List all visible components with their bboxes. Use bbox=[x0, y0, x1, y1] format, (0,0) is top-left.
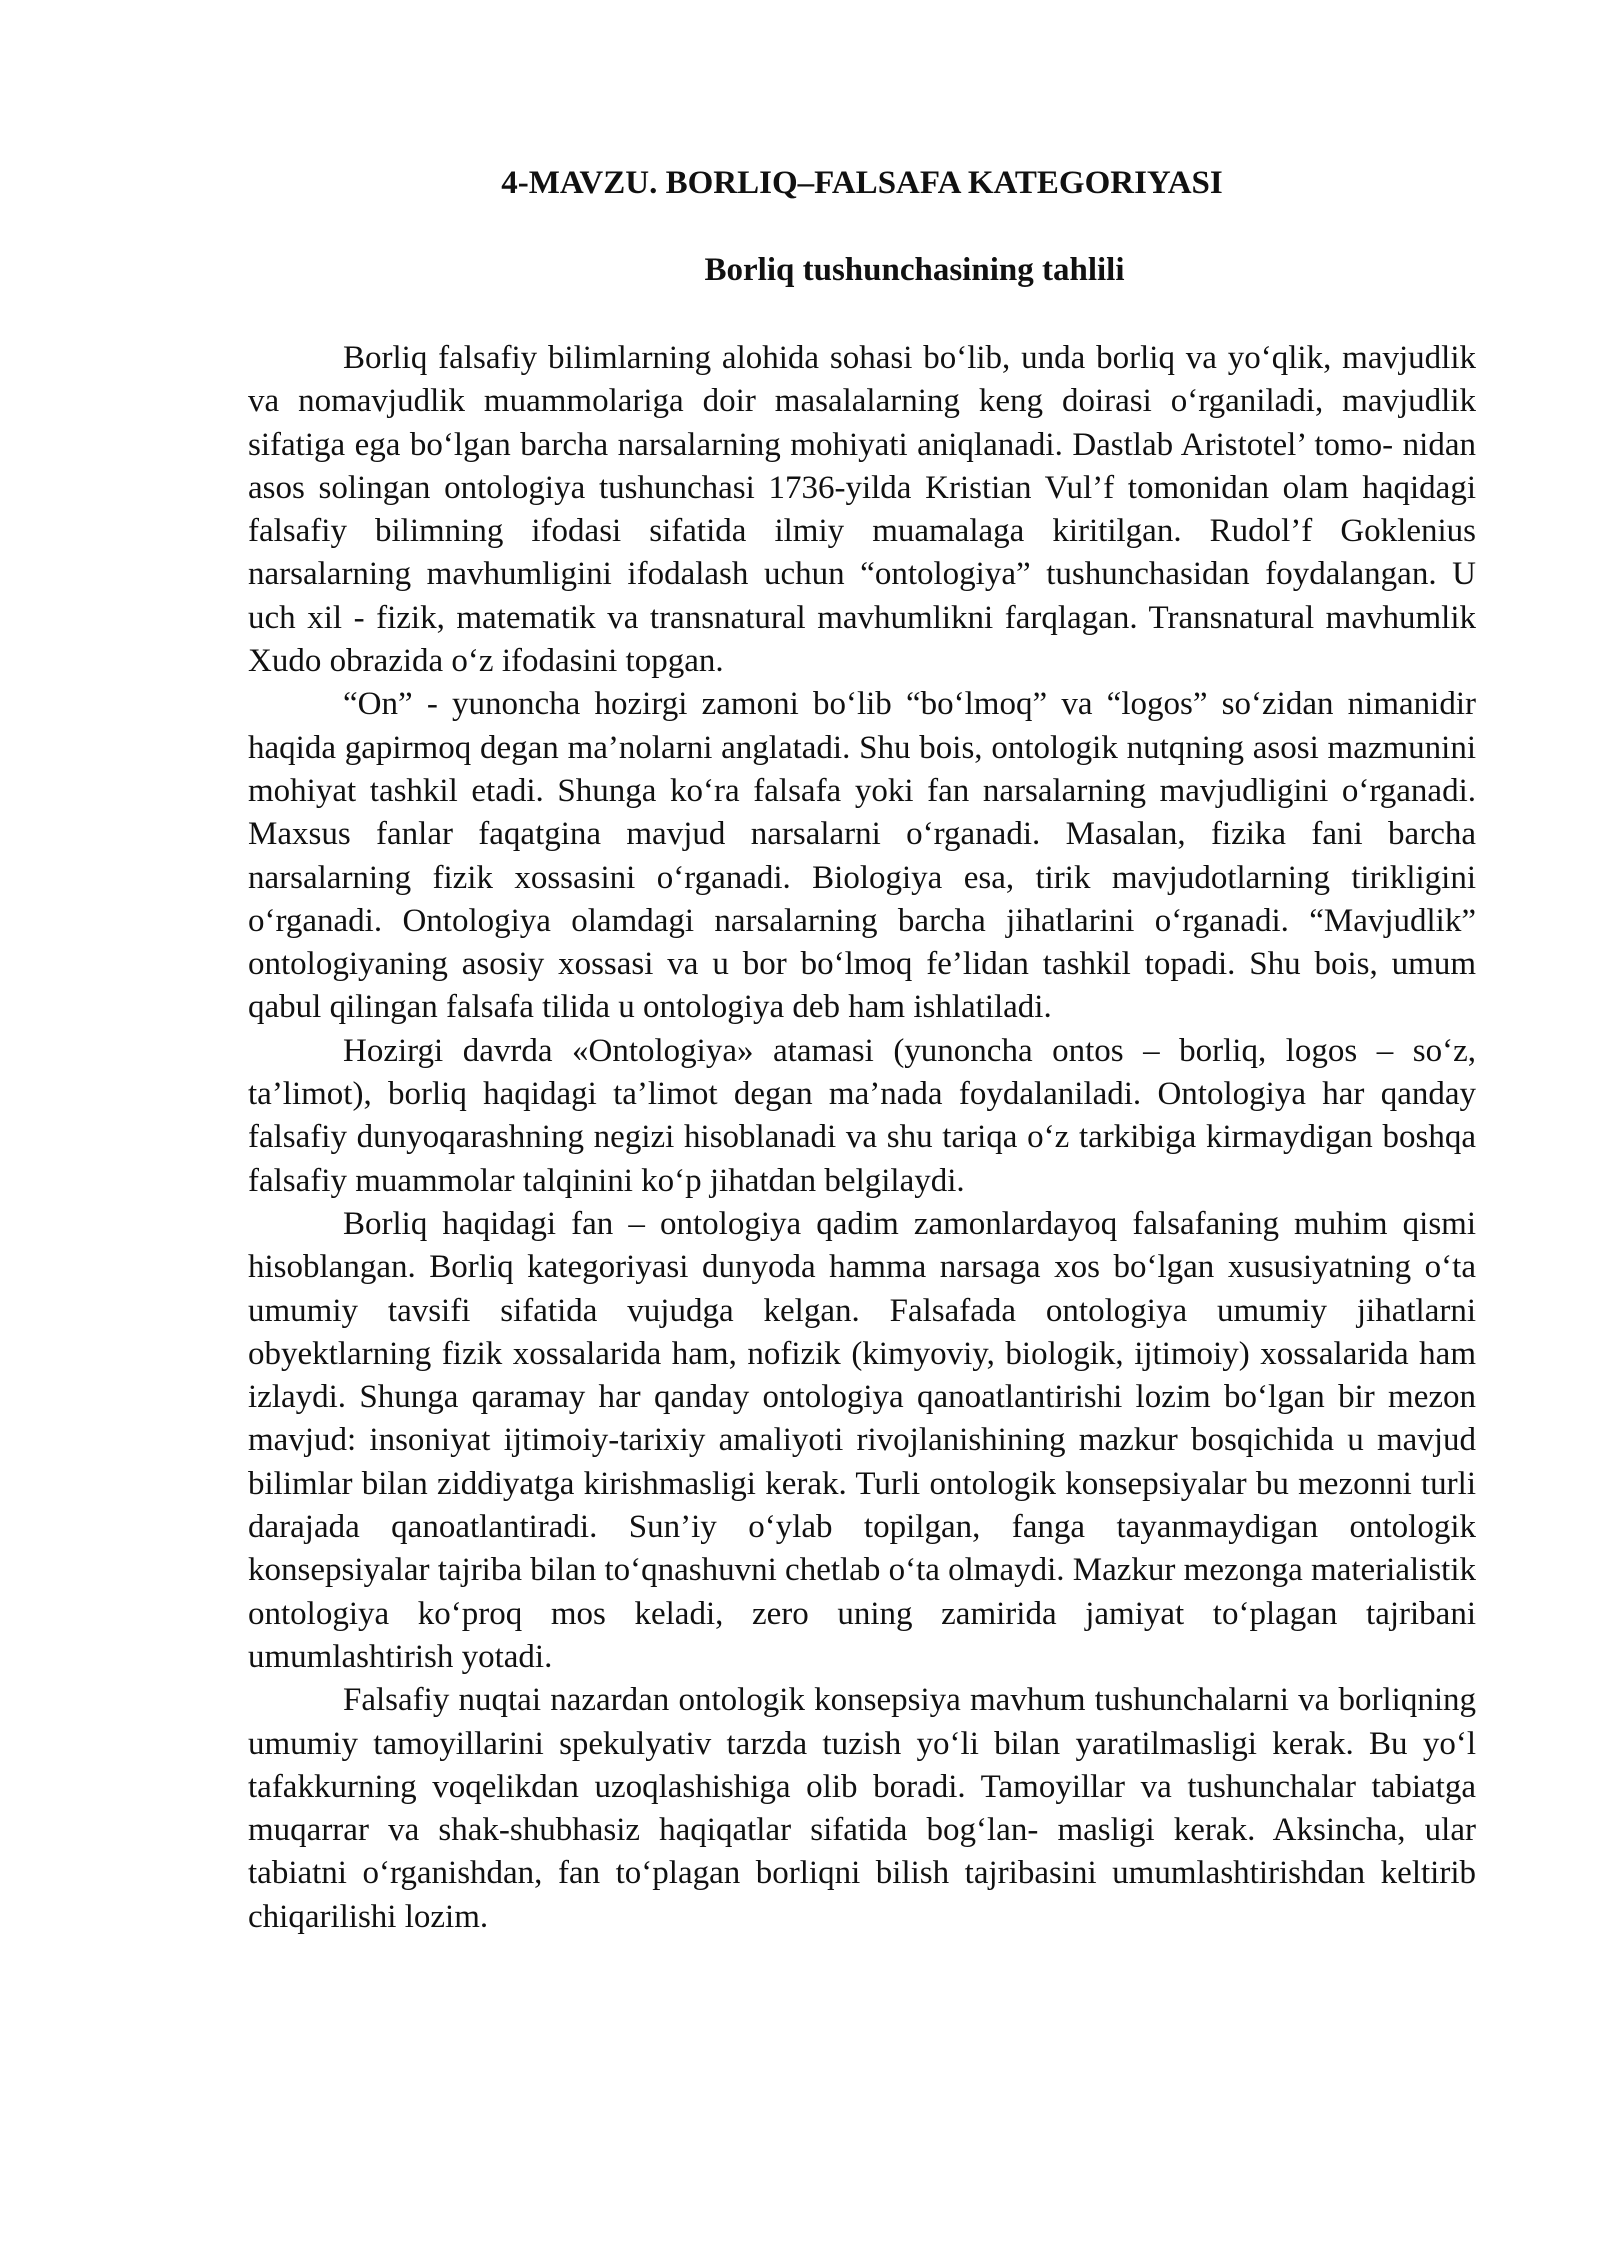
paragraph-3: Hozirgi davrda «Ontologiya» atamasi (yunoncha ontos – borliq, logos – so‘z, ta’limot), borliq haqidagi ta’limot degan ma’nada foydalaniladi. Ontologiya har qanday falsafiy dunyoqarashning negizi hisoblanadi va shu tariqa o‘z tarkibiga kirmaydigan boshqa falsafiy muammolar talqinini ko‘p jihatdan belgilaydi. bbox=[248, 1032, 1476, 1199]
body-text bbox=[248, 337, 1476, 1939]
paragraph-2: “On” - yunoncha hozirgi zamoni bo‘lib “bo‘lmoq” va “logos” so‘zidan nimanidir haqida gapirmoq degan ma’nolarni anglatadi. Shu bois, ontologik nutqning asosi mazmunini mohiyat tashkil etadi. Shunga ko‘ra falsafa yoki fan narsalarning mavjudligini o‘rganadi. Maxsus fanlar faqatgina mavjud narsalarni o‘rganadi. Masalan, fizika fani barcha narsalarning fizik xossasini o‘rganadi. Biologiya esa, tirik mavjudotlarning tirikligini o‘rganadi. Ontologiya olamdagi narsalarning barcha jihatlarini o‘rganadi. “Mavjudlik” ontologiyaning asosiy xossasi va u bor bo‘lmoq fe’lidan tashkil topadi. Shu bois, umum qabul qilingan falsafa tilida u ontologiya deb ham ishlatiladi. bbox=[248, 686, 1476, 1026]
page-title: 4-MAVZU. BORLIQ–FALSAFA KATEGORIYASI bbox=[501, 165, 1223, 201]
paragraph-4: Borliq haqidagi fan – ontologiya qadim zamonlardayoq falsafaning muhim qismi hisoblangan. Borliq kategoriyasi dunyoda hamma narsaga xos bo‘lgan xususiyatning o‘ta umumiy tavsifi sifatida vujudga kelgan. Falsafada ontologiya umumiy jihatlarni obyektlarning fizik xossalarida ham, nofizik (kimyoviy, biologik, ijtimoiy) xossalarida ham izlaydi. Shunga qaramay har qanday ontologiya qanoatlantirishi lozim bo‘lgan bir mezon mavjud: insoniyat ijtimoiy-tarixiy amaliyoti rivojlanishining mazkur bosqichida u mavjud bilimlar bilan ziddiyatga kirishmasligi kerak. Turli ontologik konsepsiyalar bu mezonni turli darajada qanoatlantiradi. Sun’iy o‘ylab topilgan, fanga tayanmaydigan ontologik konsepsiyalar tajriba bilan to‘qnashuvni chetlab o‘ta olmaydi. Mazkur mezonga materialistik ontologiya ko‘proq mos keladi, zero uning zamirida jamiyat to‘plagan tajribani umumlashtirish yotadi. bbox=[248, 1205, 1476, 1675]
paragraph-5: Falsafiy nuqtai nazardan ontologik konsepsiya mavhum tushunchalarni va borliqning umumiy tamoyillarini spekulyativ tarzda tuzish yo‘li bilan yaratilmasligi kerak. Bu yo‘l tafakkurning voqelikdan uzoqlashishiga olib boradi. Tamoyillar va tushunchalar tabiatga muqarrar va shak-shubhasiz haqiqatlar sifatida bog‘lan- masligi kerak. Aksincha, ular tabiatni o‘rganishdan, fan to‘plagan borliqni bilish tajribasini umumlashtirishdan keltirib chiqarilishi lozim. bbox=[248, 1682, 1476, 1935]
section-heading: Borliq tushunchasining tahlili bbox=[704, 252, 1125, 288]
paragraph-1: Borliq falsafiy bilimlarning alohida sohasi bo‘lib, unda borliq va yo‘qlik, mavjudlik va nomavjudlik muammolariga doir masalalarning keng doirasi o‘rganiladi, mavjudlik sifatiga ega bo‘lgan barcha narsalarning mohiyati aniqlanadi. Dastlab Aristotel’ tomo- nidan asos solingan ontologiya tushunchasi 1736-yilda Kristian Vul’f tomonidan olam haqidagi falsafiy bilimning ifodasi sifatida ilmiy muamalaga kiritilgan. Rudol’f Goklenius narsalarning mavhumligini ifodalash uchun “ontologiya” tushunchasidan foydalangan. U uch xil - fizik, matematik va transnatural mavhumlikni farqlagan. Transnatural mavhumlik Xudo obrazida o‘z ifodasini topgan. bbox=[248, 340, 1476, 680]
